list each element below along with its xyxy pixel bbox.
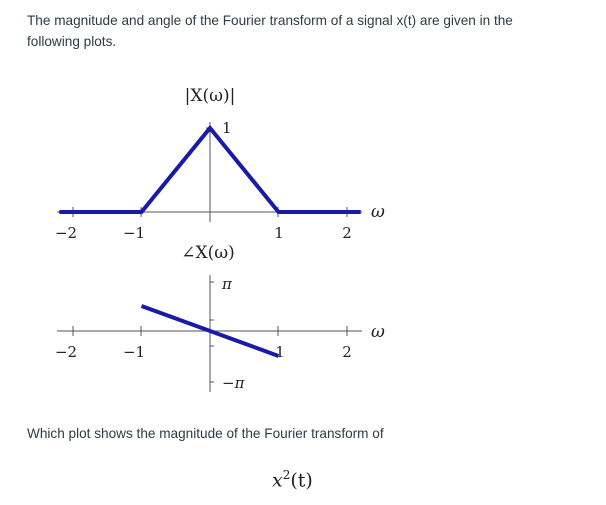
phase-y-tick-label-pi: π xyxy=(222,275,232,293)
magnitude-x-tick-label-m1: −1 xyxy=(122,224,146,242)
question-text: Which plot shows the magnitude of the Fourier transform of xyxy=(27,426,384,441)
phase-plot-title: ∠X(ω) xyxy=(181,243,235,263)
formula-base: x xyxy=(272,469,283,492)
phase-y-tick-label-minus-pi: −π xyxy=(222,374,245,392)
problem-statement: The magnitude and angle of the Fourier transform of a signal x(t) are given in the following plots. xyxy=(27,13,513,49)
formula-exponent: 2 xyxy=(282,468,291,482)
phase-plot xyxy=(55,243,385,392)
phase-x-tick-label-m1: −1 xyxy=(122,343,146,361)
magnitude-x-axis-label: ω xyxy=(371,202,385,222)
formula xyxy=(272,468,313,491)
formula-arg: (t) xyxy=(290,469,313,492)
magnitude-plot xyxy=(55,86,385,242)
magnitude-x-tick-label-1: 1 xyxy=(274,224,284,242)
magnitude-plot-title: |X(ω)| xyxy=(184,86,236,106)
phase-x-tick-label-2: 2 xyxy=(342,343,352,361)
magnitude-x-tick-label-2: 2 xyxy=(342,224,352,242)
magnitude-peak-label: 1 xyxy=(222,119,232,137)
phase-x-axis-label: ω xyxy=(371,322,385,342)
phase-x-tick-label-m2: −2 xyxy=(54,343,78,361)
magnitude-x-tick-label-m2: −2 xyxy=(54,224,78,242)
phase-x-tick-label-1: 1 xyxy=(275,343,285,361)
